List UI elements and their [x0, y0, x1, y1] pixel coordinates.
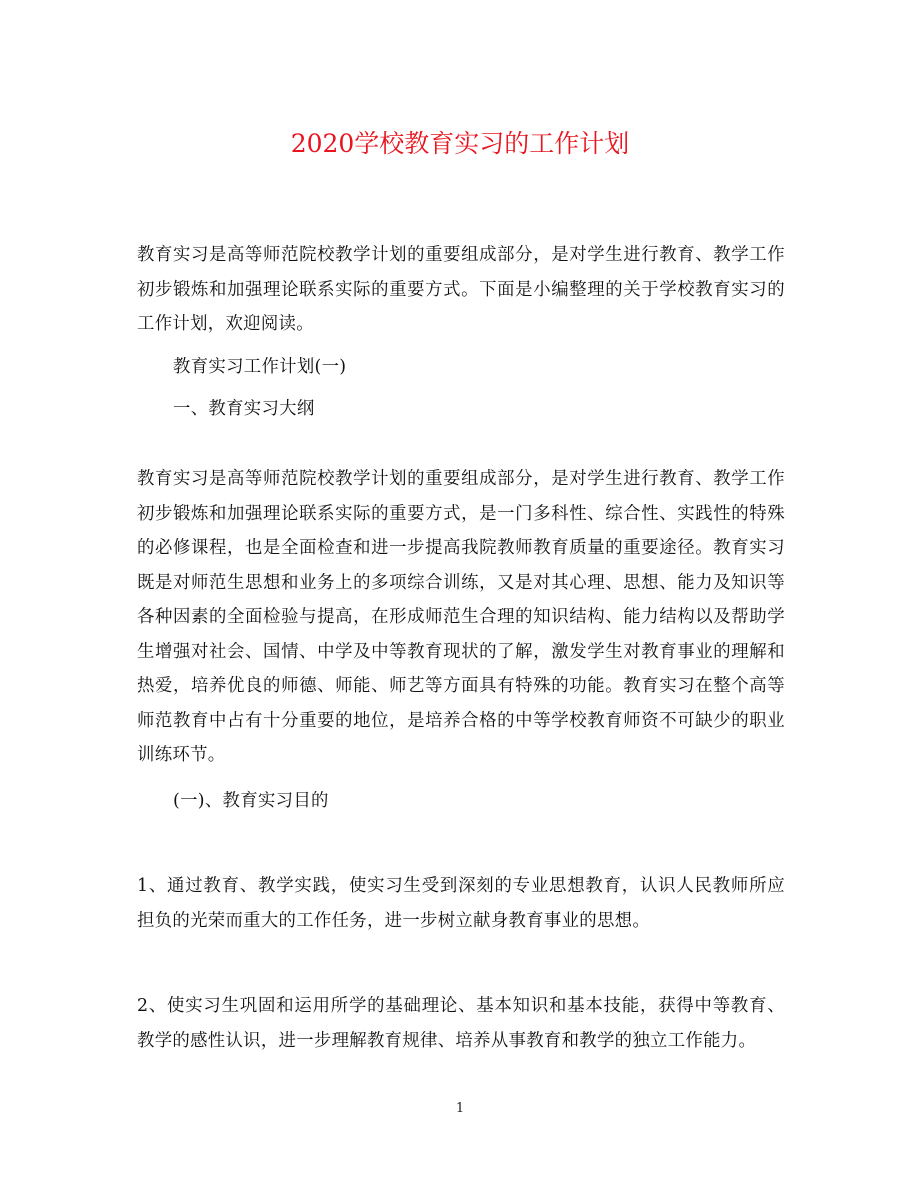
intro-paragraph: 教育实习是高等师范院校教学计划的重要组成部分，是对学生进行教育、教学工作初步锻炼和加强理论联系实际的重要方式。下面是小编整理的关于学校教育实习的工作计划，欢迎阅读。 — [137, 245, 785, 334]
page-number: 1 — [455, 1101, 465, 1116]
document-title: 2020学校教育实习的工作计划 — [290, 129, 630, 158]
goal-item-1: 1、通过教育、教学实践，使实习生受到深刻的专业思想教育，认识人民教师所应担负的光荣而重大的工作任务，进一步树立献身教育事业的思想。 — [137, 876, 785, 931]
goal-heading: (一)、教育实习目的 — [173, 791, 329, 811]
section-heading: 一、教育实习大纲 — [173, 399, 315, 419]
goal-item-2: 2、使实习生巩固和运用所学的基础理论、基本知识和基本技能，获得中等教育、教学的感性认识，进一步理解教育规律、培养从事教育和教学的独立工作能力。 — [137, 996, 785, 1051]
plan-heading: 教育实习工作计划(一) — [173, 357, 347, 377]
outline-paragraph: 教育实习是高等师范院校教学计划的重要组成部分，是对学生进行教育、教学工作初步锻炼和加强理论联系实际的重要方式，是一门多科性、综合性、实践性的特殊的必修课程，也是全面检查和进一步提高我院教师教育质量的重要途径。教育实习既是对师范生思想和业务上的多项综合训练，又是对其心理、思想、能力及知识等各种因素的全面检验与提高，在形成师范生合理的知识结构、能力结构以及帮助学生增强对社会、国情、中学及中等教育现状的了解，激发学生对教育事业的理解和热爱，培养优良的师德、师能、师艺等方面具有特殊的功能。教育实习在整个高等师范教育中占有十分重要的地位，是培养合格的中等学校教育师资不可缺少的职业训练环节。 — [137, 469, 785, 765]
